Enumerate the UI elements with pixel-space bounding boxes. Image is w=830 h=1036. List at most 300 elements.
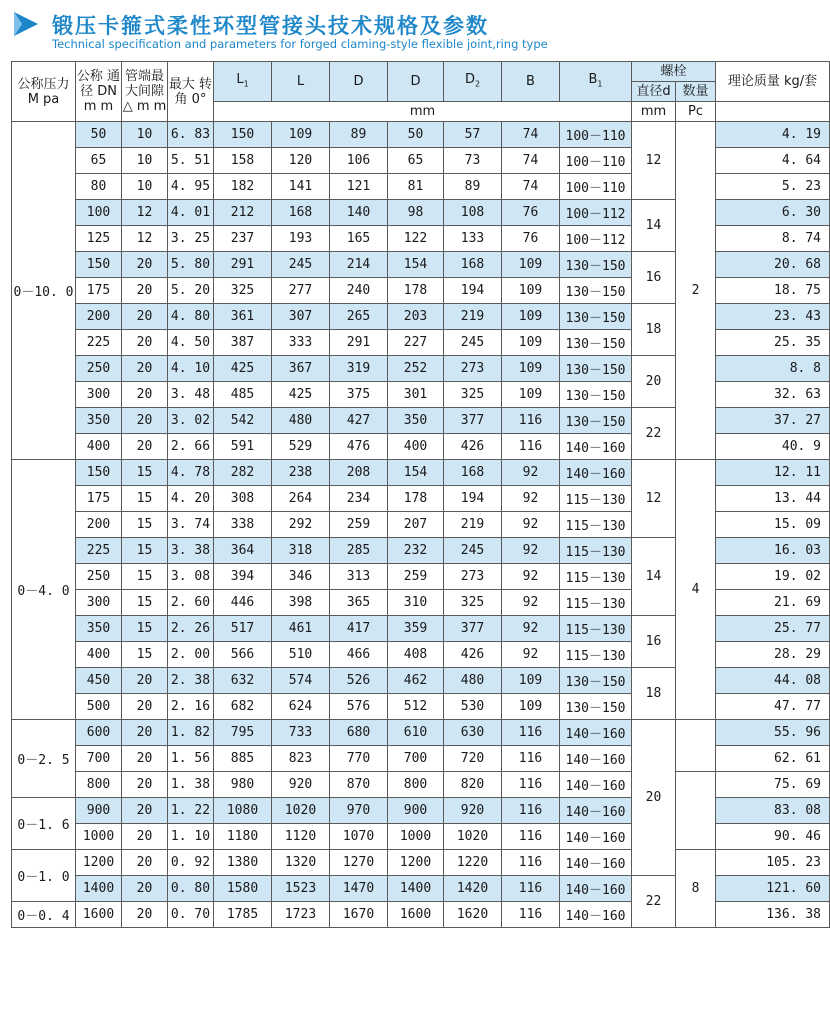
d2-cell: 168 [444,460,502,486]
b-cell: 116 [502,798,560,824]
angle-cell: 3. 74 [168,512,214,538]
dn-cell: 125 [76,226,122,252]
dn-cell: 900 [76,798,122,824]
d1-cell: 1200 [388,850,444,876]
d1-cell: 50 [388,122,444,148]
b-cell: 74 [502,122,560,148]
d1-cell: 65 [388,148,444,174]
gap-cell: 10 [122,122,168,148]
angle-cell: 0. 70 [168,902,214,928]
angle-cell: 5. 80 [168,252,214,278]
arrow-icon [12,10,40,38]
header-unit-mass [716,102,830,122]
angle-cell: 6. 83 [168,122,214,148]
b-cell: 116 [502,772,560,798]
dn-cell: 225 [76,330,122,356]
gap-cell: 12 [122,226,168,252]
d1-cell: 1400 [388,876,444,902]
dn-cell: 225 [76,538,122,564]
l-cell: 398 [272,590,330,616]
l-cell: 141 [272,174,330,200]
d1-cell: 408 [388,642,444,668]
angle-cell: 4. 20 [168,486,214,512]
d2-cell: 273 [444,564,502,590]
l-cell: 823 [272,746,330,772]
d2-cell: 720 [444,746,502,772]
spec-table [11,61,830,928]
l1-cell: 1380 [214,850,272,876]
b1-cell: 130－150 [560,252,632,278]
mass-cell: 62. 61 [716,746,830,772]
header-l1: $L_1$ [214,62,272,102]
dn-cell: 600 [76,720,122,746]
angle-cell: 2. 38 [168,668,214,694]
d1-cell: 800 [388,772,444,798]
d1-cell: 512 [388,694,444,720]
b1-cell: 130－150 [560,382,632,408]
b-cell: 74 [502,174,560,200]
d-cell: 466 [330,642,388,668]
d1-cell: 81 [388,174,444,200]
angle-cell: 0. 92 [168,850,214,876]
header-d2: $D_2$ [444,62,502,102]
gap-cell: 15 [122,460,168,486]
l1-cell: 1080 [214,798,272,824]
b-cell: 116 [502,434,560,460]
dn-cell: 400 [76,642,122,668]
d2-cell: 630 [444,720,502,746]
b-cell: 92 [502,538,560,564]
angle-cell: 3. 48 [168,382,214,408]
b1-cell: 140－160 [560,460,632,486]
d-cell: 1470 [330,876,388,902]
d1-cell: 178 [388,278,444,304]
mass-cell: 4. 64 [716,148,830,174]
d1-cell: 462 [388,668,444,694]
angle-cell: 2. 00 [168,642,214,668]
d2-cell: 1420 [444,876,502,902]
d-cell: 291 [330,330,388,356]
d2-cell: 1620 [444,902,502,928]
table-row [12,850,830,876]
mass-cell: 47. 77 [716,694,830,720]
l1-cell: 387 [214,330,272,356]
gap-cell: 15 [122,642,168,668]
l1-cell: 394 [214,564,272,590]
bolt-diameter-cell: 14 [632,200,676,252]
l1-cell: 682 [214,694,272,720]
header-bolt-quantity: 数量 [676,82,716,102]
d1-cell: 1000 [388,824,444,850]
dn-cell: 1600 [76,902,122,928]
bolt-diameter-cell: 14 [632,538,676,616]
header-unit-pc: Pc [676,102,716,122]
dn-cell: 200 [76,512,122,538]
dn-cell: 175 [76,278,122,304]
l-cell: 1120 [272,824,330,850]
bolt-quantity-cell [676,720,716,772]
b1-cell: 100－110 [560,122,632,148]
l-cell: 480 [272,408,330,434]
d-cell: 870 [330,772,388,798]
angle-cell: 1. 22 [168,798,214,824]
l-cell: 920 [272,772,330,798]
page-header [0,0,800,58]
gap-cell: 20 [122,668,168,694]
gap-cell: 20 [122,434,168,460]
b1-cell: 130－150 [560,694,632,720]
gap-cell: 20 [122,746,168,772]
b-cell: 92 [502,460,560,486]
d-cell: 680 [330,720,388,746]
gap-cell: 20 [122,408,168,434]
d-cell: 214 [330,252,388,278]
title-english: Technical specification and parameters for forged claming-style flexible joint,ring type [52,37,548,51]
l-cell: 120 [272,148,330,174]
d2-cell: 820 [444,772,502,798]
d-cell: 106 [330,148,388,174]
d2-cell: 1020 [444,824,502,850]
d1-cell: 400 [388,434,444,460]
d-cell: 417 [330,616,388,642]
bolt-diameter-cell: 12 [632,122,676,200]
b-cell: 116 [502,876,560,902]
gap-cell: 10 [122,148,168,174]
angle-cell: 4. 50 [168,330,214,356]
l1-cell: 291 [214,252,272,278]
b-cell: 109 [502,304,560,330]
l-cell: 264 [272,486,330,512]
l-cell: 245 [272,252,330,278]
pressure-cell: 0－1. 6 [12,798,76,850]
mass-cell: 37. 27 [716,408,830,434]
l1-cell: 308 [214,486,272,512]
mass-cell: 25. 77 [716,616,830,642]
table-row [12,122,830,148]
dn-cell: 1400 [76,876,122,902]
l1-cell: 485 [214,382,272,408]
b-cell: 92 [502,564,560,590]
l1-cell: 517 [214,616,272,642]
header-bolt-diameter: 直径d [632,82,676,102]
header-d: D [330,62,388,102]
d-cell: 208 [330,460,388,486]
d-cell: 770 [330,746,388,772]
pressure-cell: 0－4. 0 [12,460,76,720]
d2-cell: 480 [444,668,502,694]
d-cell: 365 [330,590,388,616]
mass-cell: 15. 09 [716,512,830,538]
mass-cell: 23. 43 [716,304,830,330]
d-cell: 319 [330,356,388,382]
l1-cell: 182 [214,174,272,200]
d2-cell: 168 [444,252,502,278]
l-cell: 333 [272,330,330,356]
b-cell: 76 [502,200,560,226]
l1-cell: 364 [214,538,272,564]
l1-cell: 150 [214,122,272,148]
b-cell: 109 [502,252,560,278]
bolt-diameter-cell: 20 [632,720,676,876]
b-cell: 109 [502,694,560,720]
bolt-diameter-cell: 16 [632,252,676,304]
l-cell: 292 [272,512,330,538]
b-cell: 92 [502,616,560,642]
gap-cell: 20 [122,694,168,720]
gap-cell: 20 [122,252,168,278]
dn-cell: 800 [76,772,122,798]
d-cell: 1070 [330,824,388,850]
b1-cell: 115－130 [560,486,632,512]
dn-cell: 700 [76,746,122,772]
l-cell: 425 [272,382,330,408]
header-gap: 管端最 大间隙 △ m m [122,62,168,122]
d-cell: 526 [330,668,388,694]
d1-cell: 1600 [388,902,444,928]
mass-cell: 19. 02 [716,564,830,590]
b-cell: 92 [502,486,560,512]
l1-cell: 1180 [214,824,272,850]
mass-cell: 25. 35 [716,330,830,356]
d2-cell: 133 [444,226,502,252]
b1-cell: 140－160 [560,876,632,902]
b1-cell: 140－160 [560,746,632,772]
table-row [12,772,830,798]
angle-cell: 4. 10 [168,356,214,382]
d2-cell: 219 [444,512,502,538]
d-cell: 265 [330,304,388,330]
gap-cell: 15 [122,538,168,564]
dn-cell: 1000 [76,824,122,850]
header-angle: 最大 转角 0° [168,62,214,122]
l-cell: 1020 [272,798,330,824]
d1-cell: 350 [388,408,444,434]
d2-cell: 325 [444,382,502,408]
l1-cell: 591 [214,434,272,460]
l1-cell: 446 [214,590,272,616]
pressure-cell: 0－1. 0 [12,850,76,902]
angle-cell: 3. 38 [168,538,214,564]
b1-cell: 115－130 [560,512,632,538]
spec-table-body [12,122,830,928]
header-l: L [272,62,330,102]
pressure-cell: 0－0. 4 [12,902,76,928]
mass-cell: 4. 19 [716,122,830,148]
dn-cell: 50 [76,122,122,148]
angle-cell: 5. 51 [168,148,214,174]
pressure-cell: 0－10. 0 [12,122,76,460]
header-pressure: 公称压力 M pa [12,62,76,122]
table-row [12,720,830,746]
d2-cell: 245 [444,330,502,356]
mass-cell: 16. 03 [716,538,830,564]
table-row [12,460,830,486]
gap-cell: 20 [122,304,168,330]
mass-cell: 20. 68 [716,252,830,278]
d2-cell: 530 [444,694,502,720]
d2-cell: 1220 [444,850,502,876]
angle-cell: 2. 26 [168,616,214,642]
l1-cell: 795 [214,720,272,746]
mass-cell: 18. 75 [716,278,830,304]
b-cell: 92 [502,590,560,616]
dn-cell: 300 [76,382,122,408]
header-dn: 公称 通径 DN m m [76,62,122,122]
l-cell: 193 [272,226,330,252]
l1-cell: 566 [214,642,272,668]
d2-cell: 219 [444,304,502,330]
b1-cell: 140－160 [560,720,632,746]
b-cell: 116 [502,824,560,850]
dn-cell: 350 [76,408,122,434]
b1-cell: 130－150 [560,330,632,356]
d1-cell: 227 [388,330,444,356]
d1-cell: 154 [388,460,444,486]
mass-cell: 21. 69 [716,590,830,616]
gap-cell: 20 [122,278,168,304]
d1-cell: 232 [388,538,444,564]
angle-cell: 4. 01 [168,200,214,226]
mass-cell: 44. 08 [716,668,830,694]
dn-cell: 1200 [76,850,122,876]
b1-cell: 130－150 [560,668,632,694]
angle-cell: 5. 20 [168,278,214,304]
l-cell: 733 [272,720,330,746]
gap-cell: 15 [122,616,168,642]
b1-cell: 130－150 [560,408,632,434]
b1-cell: 140－160 [560,772,632,798]
l1-cell: 325 [214,278,272,304]
d1-cell: 207 [388,512,444,538]
gap-cell: 20 [122,876,168,902]
l-cell: 307 [272,304,330,330]
dn-cell: 400 [76,434,122,460]
b1-cell: 140－160 [560,850,632,876]
d2-cell: 920 [444,798,502,824]
b-cell: 109 [502,278,560,304]
b-cell: 116 [502,720,560,746]
gap-cell: 20 [122,902,168,928]
d2-cell: 194 [444,486,502,512]
dn-cell: 150 [76,252,122,278]
l1-cell: 542 [214,408,272,434]
angle-cell: 1. 82 [168,720,214,746]
bolt-diameter-cell: 16 [632,616,676,668]
l1-cell: 338 [214,512,272,538]
d-cell: 285 [330,538,388,564]
dn-cell: 100 [76,200,122,226]
d1-cell: 252 [388,356,444,382]
angle-cell: 2. 16 [168,694,214,720]
d-cell: 970 [330,798,388,824]
mass-cell: 8. 74 [716,226,830,252]
d1-cell: 178 [388,486,444,512]
d2-cell: 245 [444,538,502,564]
gap-cell: 20 [122,382,168,408]
l-cell: 367 [272,356,330,382]
angle-cell: 4. 78 [168,460,214,486]
angle-cell: 3. 08 [168,564,214,590]
l-cell: 624 [272,694,330,720]
b-cell: 116 [502,408,560,434]
b1-cell: 140－160 [560,902,632,928]
b1-cell: 140－160 [560,434,632,460]
d-cell: 375 [330,382,388,408]
l-cell: 1523 [272,876,330,902]
angle-cell: 3. 25 [168,226,214,252]
l-cell: 529 [272,434,330,460]
angle-cell: 4. 80 [168,304,214,330]
title-chinese: 锻压卡箍式柔性环型管接头技术规格及参数 [52,14,489,38]
mass-cell: 8. 8 [716,356,830,382]
mass-cell: 28. 29 [716,642,830,668]
l-cell: 168 [272,200,330,226]
dn-cell: 200 [76,304,122,330]
mass-cell: 90. 46 [716,824,830,850]
mass-cell: 13. 44 [716,486,830,512]
l-cell: 277 [272,278,330,304]
d2-cell: 57 [444,122,502,148]
b-cell: 109 [502,382,560,408]
l-cell: 510 [272,642,330,668]
d1-cell: 301 [388,382,444,408]
d2-cell: 273 [444,356,502,382]
d1-cell: 700 [388,746,444,772]
gap-cell: 20 [122,356,168,382]
l1-cell: 885 [214,746,272,772]
d2-cell: 73 [444,148,502,174]
gap-cell: 20 [122,824,168,850]
d2-cell: 194 [444,278,502,304]
l-cell: 318 [272,538,330,564]
dn-cell: 300 [76,590,122,616]
gap-cell: 20 [122,772,168,798]
angle-cell: 4. 95 [168,174,214,200]
header-b1: $B_1$ [560,62,632,102]
header-unit-mm: mm [214,102,632,122]
b1-cell: 115－130 [560,564,632,590]
dn-cell: 250 [76,564,122,590]
mass-cell: 55. 96 [716,720,830,746]
b1-cell: 100－110 [560,148,632,174]
l1-cell: 1785 [214,902,272,928]
b-cell: 116 [502,746,560,772]
angle-cell: 1. 38 [168,772,214,798]
d-cell: 259 [330,512,388,538]
b-cell: 76 [502,226,560,252]
d-cell: 427 [330,408,388,434]
dn-cell: 175 [76,486,122,512]
gap-cell: 12 [122,200,168,226]
b1-cell: 115－130 [560,538,632,564]
l-cell: 1320 [272,850,330,876]
d1-cell: 900 [388,798,444,824]
mass-cell: 40. 9 [716,434,830,460]
angle-cell: 1. 56 [168,746,214,772]
d1-cell: 154 [388,252,444,278]
b1-cell: 115－130 [560,642,632,668]
l-cell: 1723 [272,902,330,928]
d2-cell: 89 [444,174,502,200]
gap-cell: 15 [122,486,168,512]
dn-cell: 350 [76,616,122,642]
d-cell: 234 [330,486,388,512]
b-cell: 92 [502,642,560,668]
gap-cell: 20 [122,330,168,356]
gap-cell: 15 [122,564,168,590]
b1-cell: 140－160 [560,824,632,850]
b1-cell: 130－150 [560,278,632,304]
